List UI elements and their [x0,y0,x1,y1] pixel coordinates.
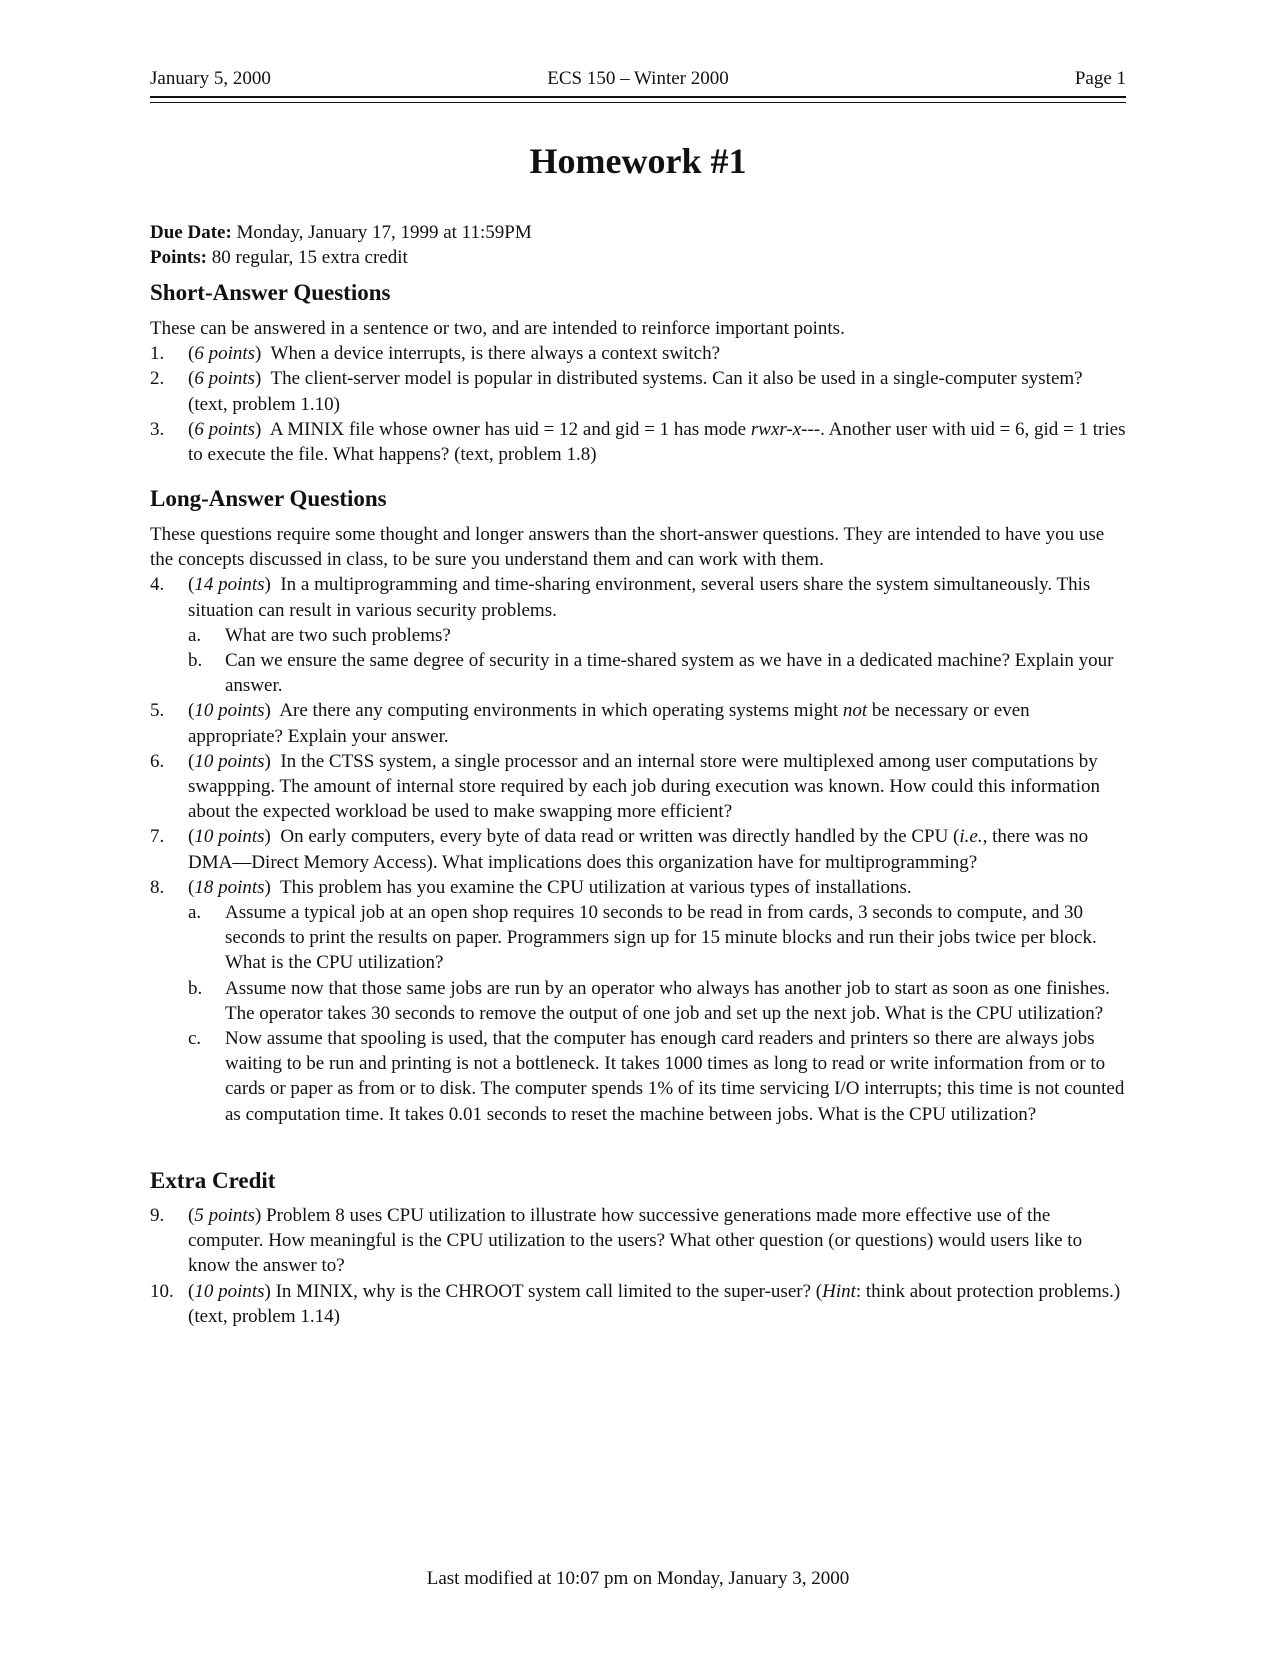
question-5: 5. (10 points) Are there any computing environments in which operating systems might not be necessary or even appropriate? Explain your answer. [150,700,1030,747]
question-points: 10 points [194,826,265,848]
question-4: 4. (14 points) In a multiprogramming and time-sharing environment, several users share the system simultaneously. This situation can result in various security problems. a. What are two such problems? b. Can we ensure the same degree of security in a time-shared system as we have in a dedicated machine? Explain your answer. [150,572,1126,698]
question-number: 2. [150,368,165,390]
question-text: , there was no DMA—Direct Memory Access). What implications does this organization have for multiprogramming? [188,826,1089,873]
question-text: : think about protection problems.) (text, problem 1.14) [188,1280,1121,1327]
question-text: Problem 8 uses CPU utilization to illustrate how successive generations made more effective use of the computer. How meaningful is the CPU utilization to the users? What other question (or questions) would users like to know the answer to? [188,1205,1083,1277]
points-line [150,245,532,270]
question-number: 9. [150,1205,165,1226]
subquestion-text: Now assume that spooling is used, that the computer has enough card readers and printers so there are always jobs waiting to be run and printing is not a bottleneck. It takes 1000 times as long to read or write information from or to cards or paper as from or to disk. The computer spends 1% of its time servicing I/O interrupts; this time is not counted as computation time. It takes 0.01 seconds to reset the machine between jobs. What is the CPU utilization? [225,1028,1125,1125]
question-points: 18 points [194,876,265,898]
question-text: Are there any computing environments in which operating systems might [279,700,843,722]
page-footer: Last modified at 10:07 pm on Monday, January 3, 2000 [426,1568,850,1589]
subquestion-b [188,976,1126,1026]
extra-credit-list [150,1203,1126,1329]
question-points: 10 points [194,750,265,772]
question-points: 5 points [194,1205,256,1226]
question-10: 10. (10 points) In MINIX, why is the CHROOT system call limited to the super-user? (Hint: think about protection problems.) (text, problem 1.14) [150,1280,1121,1327]
subquestion-c [188,1026,1126,1127]
header-page-number: Page 1 [1074,68,1126,89]
header-rule-thick [150,96,1126,98]
question-8: 8. (18 points) This problem has you examine the CPU utilization at various types of installations. a. Assume a typical job at an open shop requires 10 seconds to be read in from cards, 3 seconds to compute, and 30 seconds to print the results on paper. Programmers sign up for 15 minute blocks and run their jobs twice per block. What is the CPU utilization? b. Assume now that those same jobs are run by an operator who always has another job to start as soon as one finishes. The operator takes 30 seconds to remove the output of one job and set up the next job. What is the CPU utilization? c. Now assume that spooling is used, that the computer has enough card readers and printers so there are always jobs waiting to be run and printing is not a bottleneck. It takes 1000 times as long to read or write information from or to cards or paper as from or to disk. The computer spends 1% of its time servicing I/O interrupts; this time is not counted as computation time. It takes 0.01 seconds to reset the machine between jobs. What is the CPU utilization? [150,875,1126,1127]
subquestion-list [188,623,1126,699]
question-text: On early computers, every byte of data read or written was directly handled by the CPU ( [280,826,960,848]
subquestion-text: Assume now that those same jobs are run by an operator who always has another job to start as soon as one finishes. The operator takes 30 seconds to remove the output of one job and set up the next job. What is the CPU utilization? [225,977,1110,1024]
question-text: In the CTSS system, a single processor and an internal store were multiplexed among user computations by swappping. The amount of internal store required by each job during execution was known. How could this information about the expected workload be used to make swapping more efficient? [188,750,1100,823]
points-value: 80 regular, 15 extra credit [207,247,408,268]
document-title: Homework #1 [529,141,747,181]
question-1: 1. (6 points) When a device interrupts, is there always a context switch? [150,341,1126,366]
question-3: 3. (6 points) A MINIX file whose owner has uid = 12 and gid = 1 has mode rwxr-x---. Another user with uid = 6, gid = 1 tries to execute the file. What happens? (text, problem 1.8) [150,418,1126,466]
long-answer-heading: Long-Answer Questions [150,486,387,511]
subquestion-letter: c. [188,1028,202,1050]
short-answer-list [150,341,1126,467]
subquestion-b [188,648,1126,698]
question-text: This problem has you examine the CPU utilization at various types of installations. [280,876,912,898]
question-text: When a device interrupts, is there always a context switch? [270,343,721,365]
subquestion-letter: b. [188,977,203,999]
subquestion-letter: b. [188,650,203,672]
subquestion-text: What are two such problems? [225,624,451,646]
question-text: The client-server model is popular in distributed systems. Can it also be used in a single-computer system? (text, problem 1.10) [188,368,1083,415]
file-mode: rwxr-x--- [750,418,821,440]
question-text: In a multiprogramming and time-sharing environment, several users share the system simultaneously. This situation can result in various security problems. [188,574,1091,621]
due-date-label: Due Date: [150,222,232,243]
subquestion-list [188,900,1126,1127]
assignment-meta [150,220,532,270]
question-points: 10 points [194,1280,265,1302]
question-points: 14 points [194,574,265,596]
question-6: 6. (10 points) In the CTSS system, a single processor and an internal store were multiplexed among user computations by swappping. The amount of internal store required by each job during execution was known. How could this information about the expected workload be used to make swapping more efficient? [150,750,1100,823]
question-number: 10. [150,1280,174,1302]
emphasis-text: i.e. [959,826,983,848]
extra-credit-heading: Extra Credit [150,1168,276,1193]
subquestion-text: Assume a typical job at an open shop requires 10 seconds to be read in from cards, 3 seconds to compute, and 30 seconds to print the results on paper. Programmers sign up for 15 minute blocks and run their jobs twice per block. What is the CPU utilization? [225,902,1097,974]
subquestion-a [188,900,1126,976]
question-points: 10 points [194,700,265,722]
question-number: 7. [150,826,165,848]
question-number: 1. [150,343,165,365]
question-points: 6 points [194,343,256,365]
header-course: ECS 150 – Winter 2000 [547,68,729,89]
long-answer-section [150,522,1126,1127]
short-answer-intro: These can be answered in a sentence or two, and are intended to reinforce important points. [150,318,845,339]
question-9: 9. (5 points) Problem 8 uses CPU utilization to illustrate how successive generations made more effective use of the computer. How meaningful is the CPU utilization to the users? What other question (or questions) would users like to know the answer to? [150,1205,1083,1277]
points-label: Points: [150,247,207,268]
short-answer-heading: Short-Answer Questions [150,280,391,305]
extra-credit-section [150,1203,1126,1329]
emphasis-text: not [842,700,868,722]
question-7: 7. (10 points) On early computers, every byte of data read or written was directly handled by the CPU (i.e., there was no DMA—Direct Memory Access). What implications does this organization have for multiprogramming? [150,826,1089,873]
question-text: In MINIX, why is the CHROOT system call limited to the super-user? ( [275,1280,823,1302]
header-rule-thin [150,102,1126,103]
question-points: 6 points [194,418,256,440]
emphasis-text: Hint [822,1280,856,1302]
subquestion-text: Can we ensure the same degree of security in a time-shared system as we have in a dedicated machine? Explain your answer. [225,650,1114,697]
subquestion-letter: a. [188,902,202,924]
question-number: 8. [150,876,165,898]
question-number: 4. [150,574,165,596]
subquestion-letter: a. [188,624,202,646]
question-number: 5. [150,700,165,722]
question-text: . Another user with uid = 6, gid = 1 tries to execute the file. What happens? (text, problem 1.8) [188,418,1126,466]
question-number: 6. [150,750,165,772]
question-text: be necessary or even appropriate? Explain your answer. [188,700,1030,747]
question-number: 3. [150,418,165,440]
due-date-value: Monday, January 17, 1999 at 11:59PM [231,222,532,243]
short-answer-section [150,316,1126,467]
question-2: 2. (6 points) The client-server model is popular in distributed systems. Can it also be used in a single-computer system? (text, problem 1.10) [150,368,1083,415]
page-header [150,68,1126,94]
question-points: 6 points [194,368,256,390]
subquestion-a [188,623,1126,648]
long-answer-list [150,572,1126,1126]
question-text: A MINIX file whose owner has uid = 12 and gid = 1 has mode [269,418,751,440]
long-answer-intro: These questions require some thought and longer answers than the short-answer questions. They are intended to have you use the concepts discussed in class, to be sure you understand them and can work with them. [150,524,1105,571]
due-date-line [150,220,532,245]
header-date: January 5, 2000 [150,68,271,89]
